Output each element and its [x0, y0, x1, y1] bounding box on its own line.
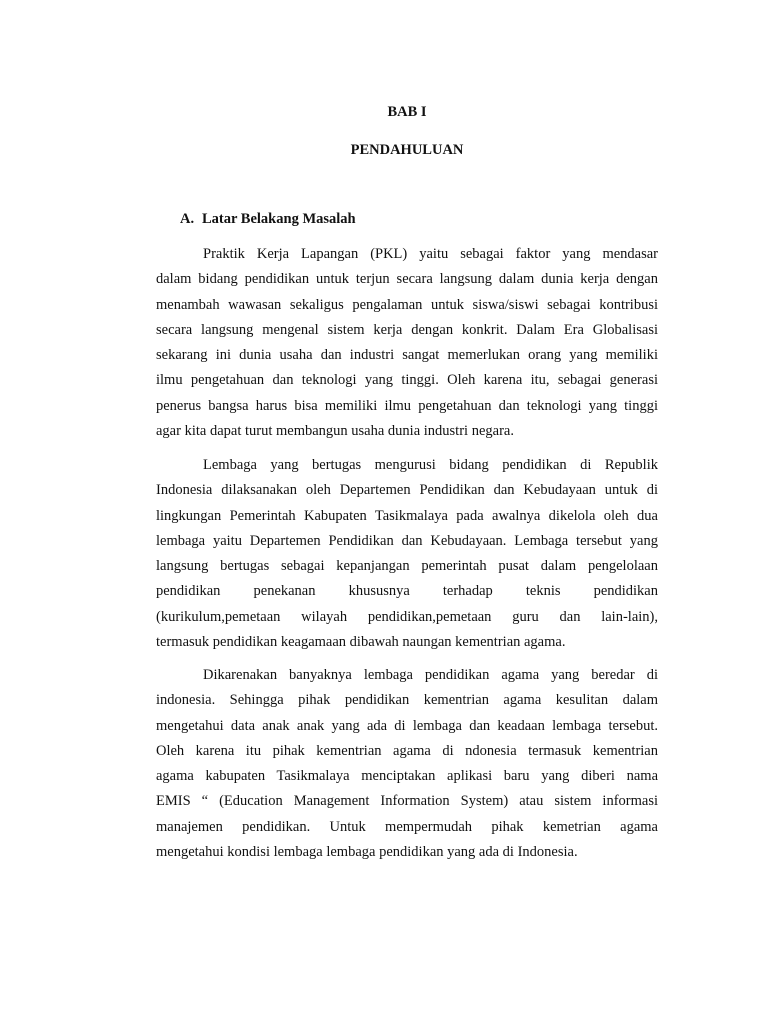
paragraph-line: penerus bangsa harus bisa memiliki ilmu pengetahuan dan teknologi yang tinggi	[156, 397, 658, 414]
section-title: Latar Belakang Masalah	[202, 211, 356, 227]
paragraph-line: (kurikulum,pemetaan wilayah pendidikan,pemetaan guru dan lain-lain),	[156, 608, 658, 625]
paragraph-line: EMIS “ (Education Management Information System) atau sistem informasi	[156, 793, 658, 810]
paragraph-line: sekarang ini dunia usaha dan industri sangat memerlukan orang yang memiliki	[156, 347, 658, 364]
paragraph-line: agama kabupaten Tasikmalaya menciptakan aplikasi baru yang diberi nama	[156, 768, 658, 785]
paragraph-line: pendidikan penekanan khususnya terhadap teknis pendidikan	[156, 583, 658, 600]
paragraph-line: mengetahui kondisi lembaga lembaga pendidikan yang ada di Indonesia.	[156, 844, 578, 861]
paragraph-line: mengetahui data anak anak yang ada di lembaga dan keadaan lembaga tersebut.	[156, 717, 658, 734]
paragraph-line: termasuk pendidikan keagamaan dibawah naungan kementrian agama.	[156, 634, 566, 651]
paragraph-line: Oleh karena itu pihak kementrian agama di ndonesia termasuk kementrian	[156, 742, 658, 759]
paragraph-line: lingkungan Pemerintah Kabupaten Tasikmalaya pada awalnya dikelola oleh dua	[156, 507, 658, 524]
paragraph-line: secara langsung mengenal sistem kerja dengan konkrit. Dalam Era Globalisasi	[156, 321, 658, 338]
paragraph-line: langsung bertugas sebagai kepanjangan pemerintah pusat dalam pengelolaan	[156, 558, 658, 575]
chapter-title: PENDAHULUAN	[350, 142, 464, 158]
paragraph-line: lembaga yaitu Departemen Pendidikan dan Kebudayaan. Lembaga tersebut yang	[156, 532, 658, 549]
section-heading	[180, 209, 356, 229]
paragraph	[156, 663, 658, 865]
paragraph	[156, 453, 658, 655]
paragraph-line: Dikarenakan banyaknya lembaga pendidikan agama yang beredar di	[203, 667, 658, 683]
paragraph-line: Praktik Kerja Lapangan (PKL) yaitu sebagai faktor yang mendasar	[203, 246, 658, 262]
chapter-number: BAB I	[387, 104, 427, 120]
paragraph-line: manajemen pendidikan. Untuk mempermudah pihak kemetrian agama	[156, 818, 658, 835]
paragraph	[156, 242, 658, 444]
paragraph-line: agar kita dapat turut membangun usaha dunia industri negara.	[156, 423, 514, 440]
paragraph-line: Lembaga yang bertugas mengurusi bidang pendidikan di Republik	[203, 457, 658, 473]
section-marker: A.	[180, 211, 195, 227]
paragraph-line: Indonesia dilaksanakan oleh Departemen Pendidikan dan Kebudayaan untuk di	[156, 482, 658, 499]
paragraph-line: menambah wawasan sekaligus pengalaman untuk siswa/siswi sebagai kontribusi	[156, 296, 658, 313]
paragraph-line: dalam bidang pendidikan untuk terjun secara langsung dalam dunia kerja dengan	[156, 271, 658, 288]
paragraph-line: indonesia. Sehingga pihak pendidikan kementrian agama kesulitan dalam	[156, 692, 658, 709]
paragraph-line: ilmu pengetahuan dan teknologi yang tinggi. Oleh karena itu, sebagai generasi	[156, 372, 658, 389]
